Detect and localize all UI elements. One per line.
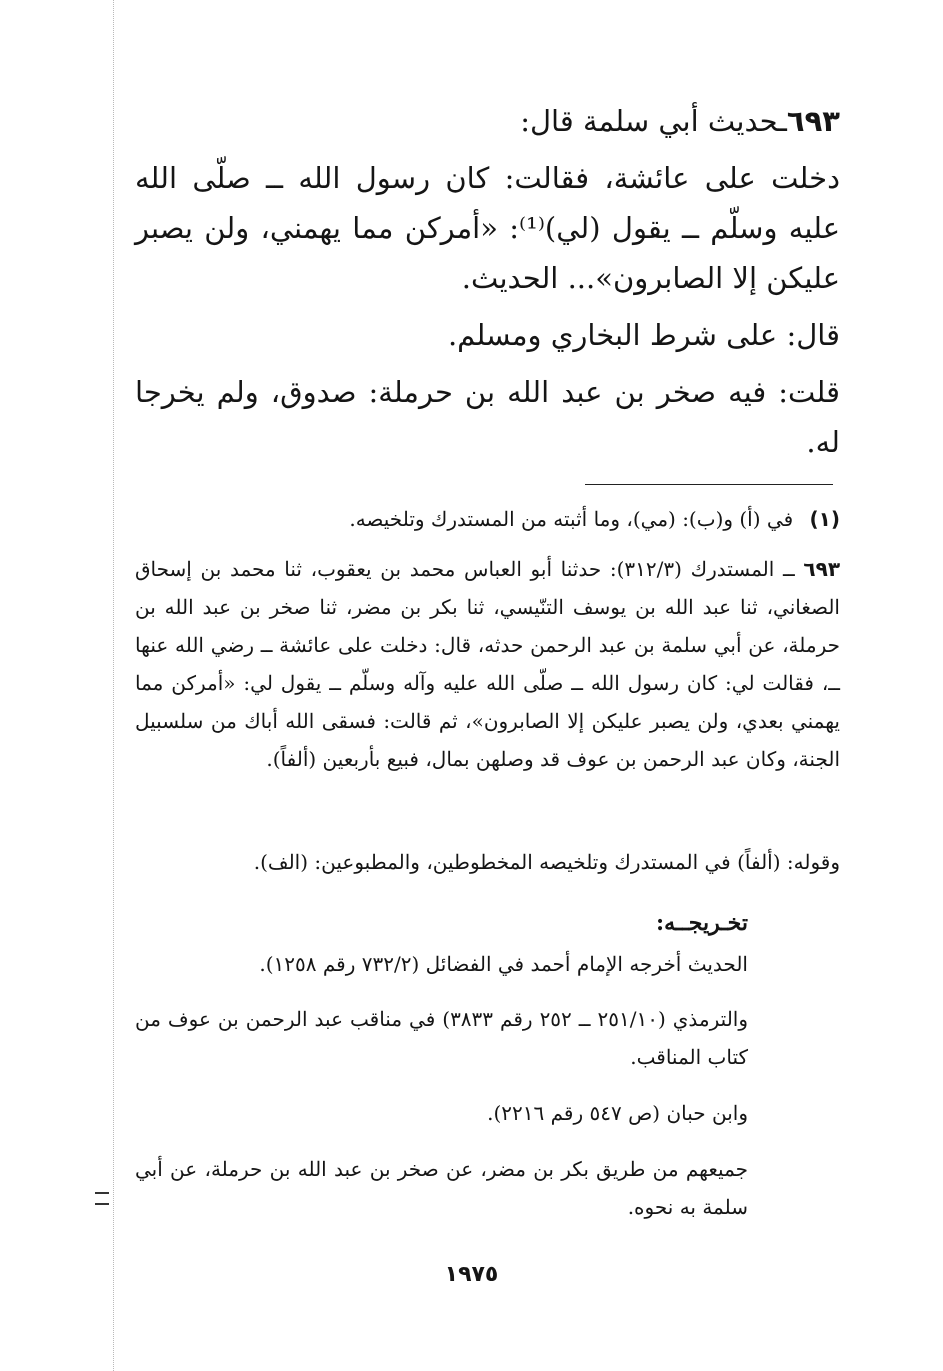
- footnote-text: في (أ) و(ب): (مي)، وما أثبته من المستدرك وتلخيصه.: [349, 507, 794, 531]
- hadith-heading: [135, 96, 840, 146]
- commentary-source-text: المستدرك (٣١٢/٣): حدثنا أبو العباس محمد بن يعقوب، ثنا محمد بن إسحاق الصغاني، ثنا عبد الله بن يوسف التنّيسي، ثنا بكر بن مضر، ثنا صخر بن عبد الله بن حرملة، عن أبي سلمة بن عبد الرحمن حدثه، قال: دخلت على عائشة ــ رضي الله عنها ــ، فقالت لي: كان رسول الله ــ صلّى الله عليه وآله وسلّم ــ يقول لي: «أمركن مما يهمني بعدي، ولن يصبر عليكن إلا الصابرون»، ثم قالت: فسقى الله أباك من سلسبيل الجنة، وكان عبد الرحمن بن عوف قد وصلهن بمال، فبيع بأربعين (ألفاً).: [135, 557, 840, 771]
- page-number: ١٩٧٥: [444, 1262, 499, 1287]
- hadith-text: دخلت على عائشة، فقالت: كان رسول الله ــ صلّى الله عليه وسلّم ــ يقول (لي)⁽¹⁾: «أمركن مما يهمني، ولن يصبر عليكن إلا الصابرون»... الحديث.: [135, 161, 840, 295]
- dhahabi-statement: قلت: فيه صخر بن عبد الله بن حرملة: صدوق، ولم يخرجا له.: [135, 375, 840, 459]
- heading-dash: ـ: [778, 104, 787, 138]
- commentary-dash: ــ: [783, 557, 795, 581]
- margin-mark: [95, 1192, 109, 1205]
- footnote-number: (١): [809, 507, 840, 531]
- hadith-number: ٦٩٣: [786, 104, 840, 138]
- gutter-line: [113, 0, 114, 1371]
- takhrij-line: وابن حبان (ص ٥٤٧ رقم ٢٢١٦).: [487, 1101, 748, 1125]
- takhrij-heading: تخـريجــه:: [655, 910, 748, 936]
- takhrij-line: جميعهم من طريق بكر بن مضر، عن صخر بن عبد الله بن حرملة، عن أبي سلمة به نحوه.: [135, 1157, 748, 1219]
- footnote: [135, 500, 840, 538]
- takhrij-title: [135, 904, 748, 942]
- takhrij-line: والترمذي (٢٥١/١٠ ــ ٢٥٢ رقم ٣٨٣٣) في مناقب عبد الرحمن بن عوف من كتاب المناقب.: [135, 1007, 749, 1069]
- takhrij-line: الحديث أخرجه الإمام أحمد في الفضائل (٧٣٢/٢ رقم ١٢٥٨).: [259, 952, 748, 976]
- heading-title: حديث أبي سلمة قال:: [520, 104, 779, 138]
- commentary-number: ٦٩٣: [803, 557, 841, 581]
- variant-note: وقوله: (ألفاً) في المستدرك وتلخيصه المخطوطين، والمطبوعين: (الف).: [253, 850, 840, 874]
- hakim-statement: قال: على شرط البخاري ومسلم.: [447, 318, 840, 352]
- commentary-paragraph: [135, 550, 840, 778]
- footnote-separator: [585, 484, 833, 485]
